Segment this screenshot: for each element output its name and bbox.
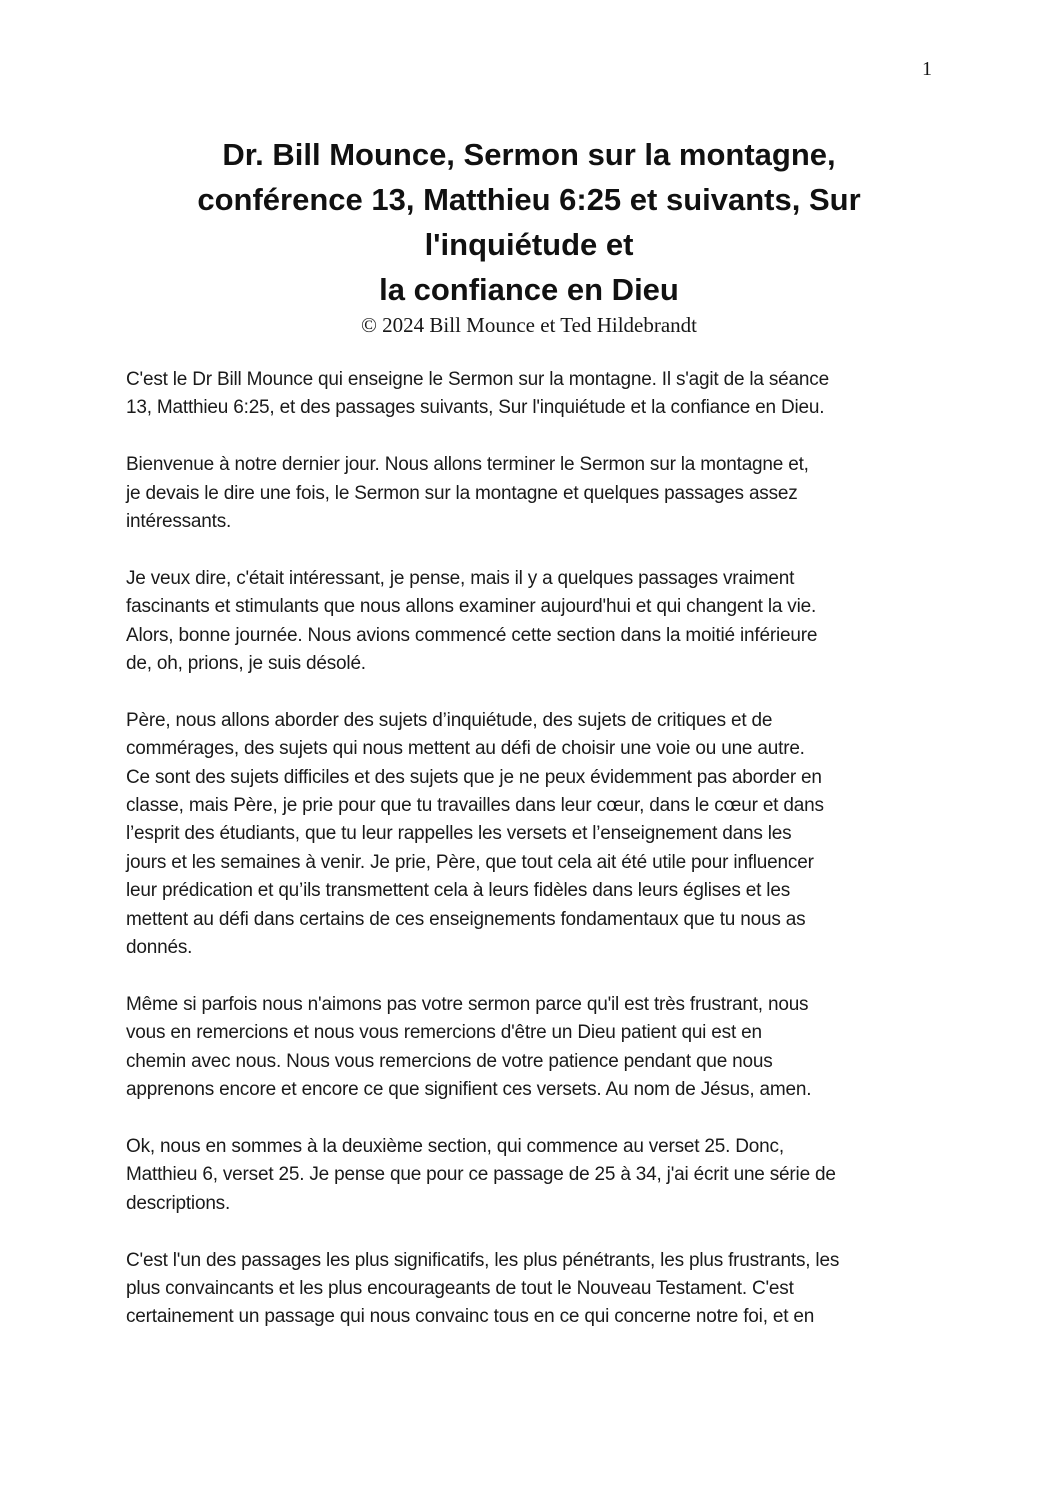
text-line: Matthieu 6, verset 25. Je pense que pour ce passage de 25 à 34, j'ai écrit une série de <box>126 1164 836 1186</box>
text-line: Ce sont des sujets difficiles et des sujets que je ne peux évidemment pas aborder en <box>126 766 822 788</box>
text-line: fascinants et stimulants que nous allons examiner aujourd'hui et qui changent la vie. <box>126 596 817 618</box>
text-line: leur prédication et qu’ils transmettent cela à leurs fidèles dans leurs églises et les <box>126 880 790 902</box>
text-line: Bienvenue à notre dernier jour. Nous allons terminer le Sermon sur la montagne et, <box>126 454 809 476</box>
text-line: l'inquiétude et <box>424 227 634 262</box>
text-line: l’esprit des étudiants, que tu leur rappelles les versets et l’enseignement dans les <box>126 823 792 845</box>
text-line: 13, Matthieu 6:25, et des passages suivants, Sur l'inquiétude et la confiance en Dieu. <box>126 397 825 419</box>
text-line: conférence 13, Matthieu 6:25 et suivants, Sur <box>197 182 861 217</box>
text-line: donnés. <box>126 937 193 959</box>
paragraph <box>126 366 932 423</box>
copyright-line: © 2024 Bill Mounce et Ted Hildebrandt <box>360 313 698 337</box>
text-line: vous en remercions et nous vous remercions d'être un Dieu patient qui est en <box>126 1022 762 1044</box>
paragraph <box>126 451 932 536</box>
text-line: Je veux dire, c'était intéressant, je pense, mais il y a quelques passages vraiment <box>126 567 795 589</box>
text-line: plus convaincants et les plus encourageants de tout le Nouveau Testament. C'est <box>126 1277 794 1299</box>
text-line: de, oh, prions, je suis désolé. <box>126 653 366 675</box>
paragraph <box>126 707 932 963</box>
text-line: Même si parfois nous n'aimons pas votre sermon parce qu'il est très frustrant, nous <box>126 993 809 1015</box>
text-line: je devais le dire une fois, le Sermon sur la montagne et quelques passages assez <box>126 482 798 504</box>
document-title <box>126 132 932 312</box>
text-line: classe, mais Père, je prie pour que tu travailles dans leur cœur, dans le cœur et dans <box>126 795 824 817</box>
text-line: intéressants. <box>126 511 232 533</box>
text-line: mettent au défi dans certains de ces enseignements fondamentaux que tu nous as <box>126 908 806 930</box>
paragraph <box>126 991 932 1105</box>
text-line: certainement un passage qui nous convainc tous en ce qui concerne notre foi, et en <box>126 1306 815 1328</box>
text-line: commérages, des sujets qui nous mettent au défi de choisir une voie ou une autre. <box>126 738 805 760</box>
text-line: C'est le Dr Bill Mounce qui enseigne le Sermon sur la montagne. Il s'agit de la séance <box>126 369 829 390</box>
paragraph <box>126 1133 932 1218</box>
page-number: 1 <box>922 58 932 80</box>
text-line: Alors, bonne journée. Nous avions commencé cette section dans la moitié inférieure <box>126 624 818 646</box>
text-line: C'est l'un des passages les plus significatifs, les plus pénétrants, les plus frustrants, les <box>126 1249 840 1271</box>
paragraph <box>126 565 932 679</box>
text-line: Ok, nous en sommes à la deuxième section, qui commence au verset 25. Donc, <box>126 1135 784 1157</box>
text-line: Dr. Bill Mounce, Sermon sur la montagne, <box>222 137 836 172</box>
text-line: la confiance en Dieu <box>379 272 679 307</box>
document-body <box>126 366 932 1332</box>
text-line: Père, nous allons aborder des sujets d’inquiétude, des sujets de critiques et de <box>126 709 773 731</box>
text-line: descriptions. <box>126 1192 231 1214</box>
text-line: jours et les semaines à venir. Je prie, Père, que tout cela ait été utile pour influencer <box>126 851 814 873</box>
text-line: apprenons encore et encore ce que signifient ces versets. Au nom de Jésus, amen. <box>126 1079 812 1101</box>
paragraph <box>126 1247 932 1332</box>
text-line: chemin avec nous. Nous vous remercions de votre patience pendant que nous <box>126 1050 773 1072</box>
